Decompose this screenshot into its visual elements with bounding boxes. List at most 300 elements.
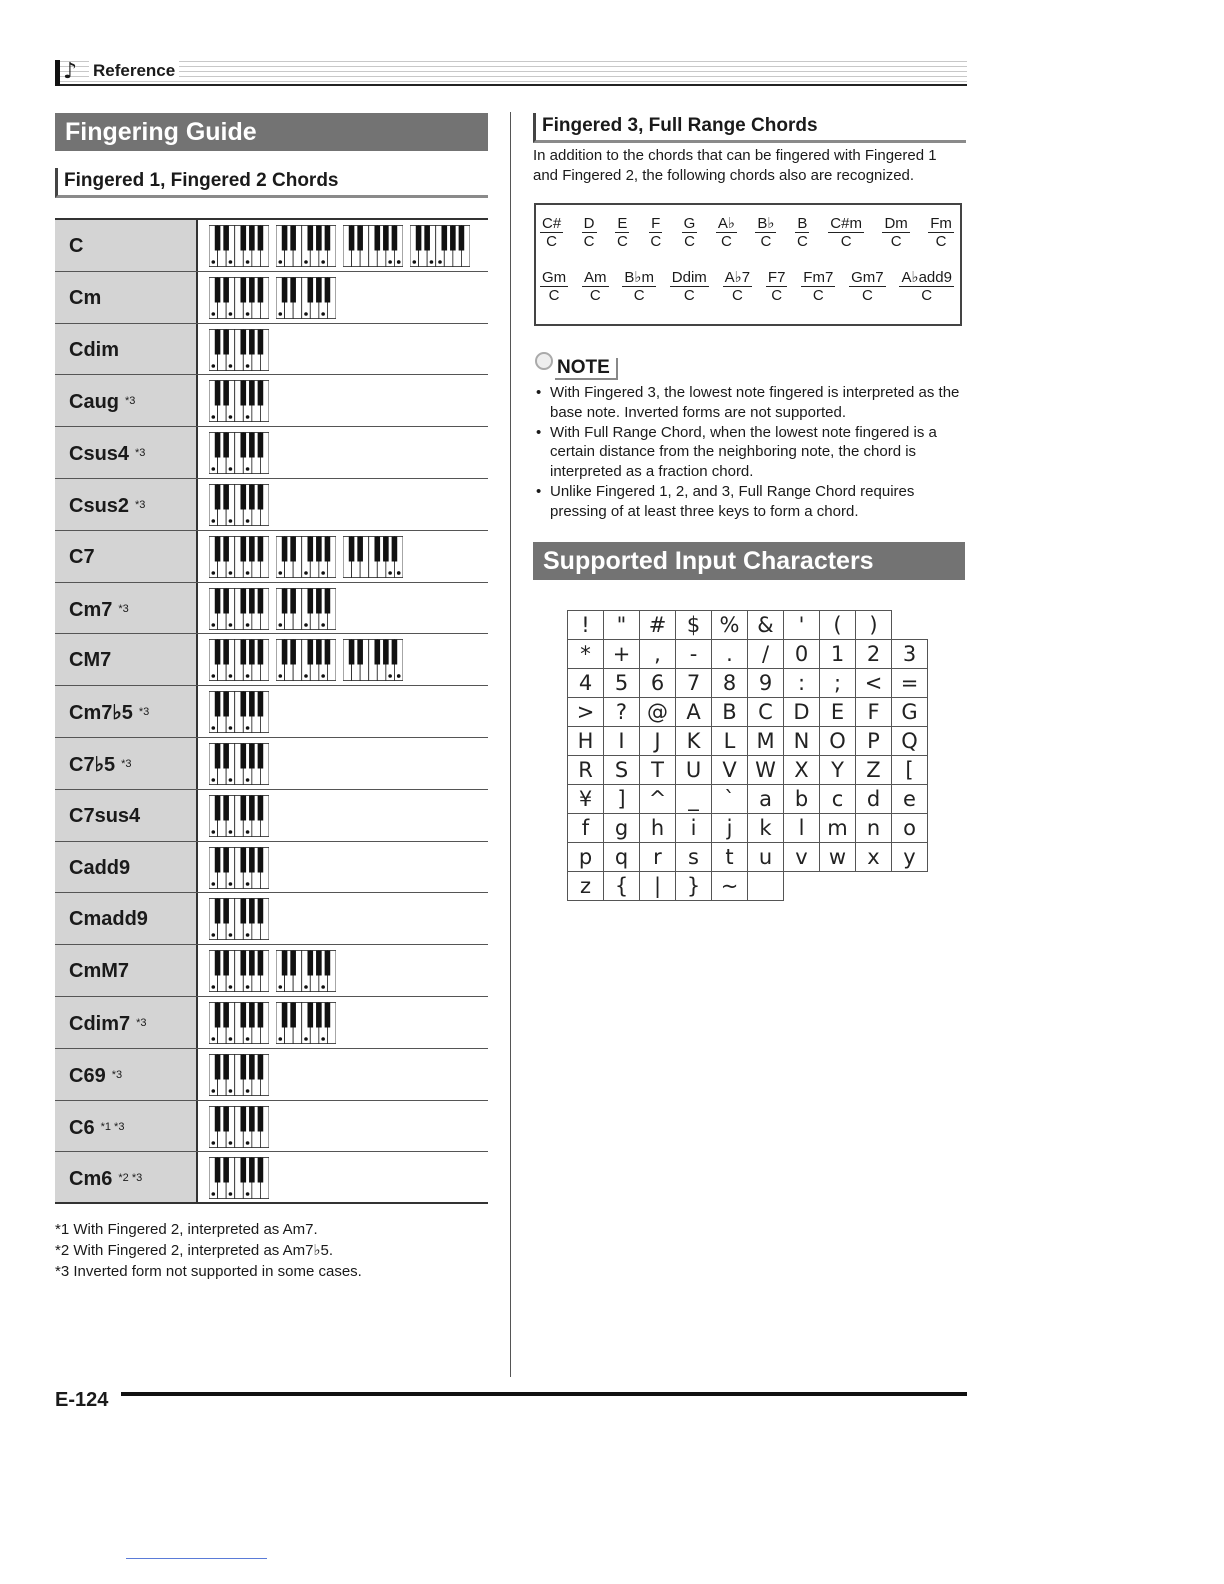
chord-diagrams: [209, 1002, 336, 1044]
character-cell: O: [820, 727, 856, 756]
chord-row: [55, 375, 488, 427]
chord-row: [55, 1049, 488, 1101]
character-cell: 8: [712, 669, 748, 698]
note-label-text: NOTE: [555, 358, 618, 380]
fraction-chord: [849, 269, 886, 304]
character-row: [568, 611, 928, 640]
intro-paragraph: In addition to the chords that can be fingered with Fingered 1 and Fingered 2, the following chords also are recognized.: [533, 147, 937, 184]
character-cell: *: [568, 640, 604, 669]
character-cell: o: [892, 814, 928, 843]
character-cell: G: [892, 698, 928, 727]
character-cell: h: [640, 814, 676, 843]
character-cell: a: [748, 785, 784, 814]
character-cell: n: [856, 814, 892, 843]
keyboard-diagram-icon: [343, 639, 403, 681]
character-cell: @: [640, 698, 676, 727]
chord-diagrams: [209, 795, 269, 837]
chord-row: [55, 324, 488, 376]
chord-diagrams: [209, 588, 336, 630]
fraction-numerator: Gm: [542, 269, 567, 286]
character-cell: M: [748, 727, 784, 756]
fraction-chord-box: [534, 203, 962, 326]
fraction-chord: [899, 269, 953, 304]
fraction-chord: [723, 269, 752, 304]
character-cell: %: [712, 611, 748, 640]
fraction-numerator: C#: [542, 215, 562, 232]
footnotes: [55, 1219, 362, 1282]
character-cell: [748, 872, 784, 901]
character-cell: 1: [820, 640, 856, 669]
note-label: [535, 352, 617, 380]
keyboard-diagram-icon: [209, 225, 269, 267]
fraction-denominator: C: [720, 233, 732, 250]
staff-line: [55, 76, 967, 77]
character-cell: /: [748, 640, 784, 669]
fraction-chord: [716, 215, 737, 250]
fraction-denominator: C: [683, 287, 695, 304]
character-cell: &: [748, 611, 784, 640]
chord-label: CM7: [69, 649, 112, 672]
keyboard-diagram-icon: [209, 950, 269, 992]
keyboard-diagram-icon: [209, 1157, 269, 1199]
character-cell: [892, 611, 928, 640]
fraction-denominator: C: [921, 287, 933, 304]
character-cell: C: [748, 698, 784, 727]
chord-footnote-ref: *3: [135, 498, 146, 511]
chord-footnote-ref: *3: [125, 395, 136, 408]
fraction-numerator: A♭7: [724, 269, 751, 286]
character-cell: e: [892, 785, 928, 814]
chord-name: [55, 893, 198, 944]
character-cell: A: [676, 698, 712, 727]
fraction-chord: [801, 269, 835, 304]
character-cell: ": [604, 611, 640, 640]
character-cell: j: [712, 814, 748, 843]
chord-label: C: [69, 235, 84, 257]
character-row: [568, 843, 928, 872]
chord-diagrams: [209, 277, 336, 319]
character-row: [568, 640, 928, 669]
chord-diagrams: [209, 432, 269, 474]
fraction-chord: [582, 215, 597, 250]
fraction-numerator: E: [617, 215, 628, 232]
chord-name: [55, 997, 198, 1048]
chord-row: [55, 997, 488, 1049]
fingering-guide-banner: Fingering Guide: [55, 113, 488, 151]
character-cell: V: [712, 756, 748, 785]
character-cell: H: [568, 727, 604, 756]
fingered-chords-subhead: Fingered 1, Fingered 2 Chords: [55, 168, 488, 198]
character-cell: v: [784, 843, 820, 872]
chord-footnote-ref: *3: [118, 602, 129, 615]
chord-table: [55, 218, 488, 1204]
keyboard-diagram-icon: [209, 795, 269, 837]
footer-rule: [121, 1392, 967, 1396]
character-cell: F: [856, 698, 892, 727]
keyboard-diagram-icon: [209, 847, 269, 889]
character-row: [568, 756, 928, 785]
fraction-denominator: C: [760, 233, 772, 250]
keyboard-diagram-icon: [209, 432, 269, 474]
fraction-chord: [540, 269, 568, 304]
fraction-chord: [766, 269, 788, 304]
keyboard-diagram-icon: [276, 950, 336, 992]
character-cell: Y: [820, 756, 856, 785]
character-cell: 3: [892, 640, 928, 669]
chord-label: Cdim7: [69, 1012, 131, 1035]
chord-label: Cdim: [69, 338, 119, 361]
character-cell: I: [604, 727, 640, 756]
character-cell: W: [748, 756, 784, 785]
character-cell: $: [676, 611, 712, 640]
character-cell: (: [820, 611, 856, 640]
fraction-numerator: B♭m: [624, 269, 654, 286]
fraction-chord: [928, 215, 954, 250]
character-cell: m: [820, 814, 856, 843]
character-grid: [567, 610, 928, 901]
fraction-numerator: Fm7: [803, 269, 834, 286]
character-cell: }: [676, 872, 712, 901]
keyboard-diagram-icon: [209, 588, 269, 630]
chord-row: [55, 427, 488, 479]
character-cell: `: [712, 785, 748, 814]
character-cell: ?: [604, 698, 640, 727]
chord-footnote-ref: *3: [135, 447, 146, 460]
fraction-numerator: C#m: [830, 215, 862, 232]
magnifier-icon: [535, 352, 553, 370]
character-cell: i: [676, 814, 712, 843]
chord-label: Caug: [69, 391, 119, 414]
fraction-denominator: C: [796, 233, 808, 250]
fraction-denominator: C: [589, 287, 601, 304]
chord-diagrams: [209, 484, 269, 526]
fraction-chord: [755, 215, 776, 250]
character-cell: ~: [712, 872, 748, 901]
fraction-chord: [882, 215, 909, 250]
chord-name: [55, 842, 198, 893]
chord-name: [55, 1152, 198, 1202]
character-cell: [784, 872, 820, 901]
page-number: E-124: [55, 1389, 109, 1411]
fraction-numerator: G: [683, 215, 696, 232]
character-row: [568, 785, 928, 814]
fraction-denominator: C: [861, 287, 873, 304]
character-cell: q: [604, 843, 640, 872]
character-cell: k: [748, 814, 784, 843]
character-cell: 6: [640, 669, 676, 698]
character-cell: ): [856, 611, 892, 640]
character-cell: l: [784, 814, 820, 843]
chord-label: Cm: [69, 286, 102, 309]
chord-name: [55, 1101, 198, 1152]
keyboard-diagram-icon: [410, 225, 470, 267]
chord-row: [55, 1101, 488, 1153]
character-cell: <: [856, 669, 892, 698]
character-cell: P: [856, 727, 892, 756]
section-title: Reference: [89, 61, 179, 81]
chord-diagrams: [209, 898, 269, 940]
fraction-denominator: C: [633, 287, 645, 304]
music-note-icon: ♪: [63, 59, 78, 84]
fraction-numerator: D: [583, 215, 595, 232]
keyboard-diagram-icon: [209, 639, 269, 681]
character-cell: :: [784, 669, 820, 698]
chord-diagrams: [209, 950, 336, 992]
fraction-denominator: C: [548, 287, 560, 304]
fraction-numerator: B: [797, 215, 808, 232]
character-cell: s: [676, 843, 712, 872]
character-cell: x: [856, 843, 892, 872]
fraction-row: [540, 215, 954, 250]
character-cell: R: [568, 756, 604, 785]
chord-label: C7sus4: [69, 804, 141, 827]
chord-label: C6: [69, 1116, 95, 1139]
chord-name: [55, 272, 198, 323]
chord-row: [55, 479, 488, 531]
chord-diagrams: [209, 639, 403, 681]
chord-row: [55, 893, 488, 945]
chord-footnote-ref: *1 *3: [100, 1120, 125, 1133]
keyboard-diagram-icon: [276, 639, 336, 681]
note-item: • Unlike Fingered 1, 2, and 3, Full Range Chord requires pressing of at least three keys to form a chord.: [536, 482, 966, 522]
character-cell: u: [748, 843, 784, 872]
chord-name: [55, 686, 198, 737]
chord-row: [55, 220, 488, 272]
character-row: [568, 727, 928, 756]
fraction-denominator: C: [684, 233, 695, 250]
chord-footnote-ref: *3: [111, 1068, 123, 1081]
chord-diagrams: [209, 380, 269, 422]
character-cell: ;: [820, 669, 856, 698]
character-cell: 4: [568, 669, 604, 698]
character-cell: c: [820, 785, 856, 814]
character-cell: .: [712, 640, 748, 669]
fraction-chord: [540, 215, 563, 250]
chord-label: Cmadd9: [69, 908, 148, 931]
staff-line: [55, 71, 967, 72]
character-cell: #: [640, 611, 676, 640]
character-cell: J: [640, 727, 676, 756]
keyboard-diagram-icon: [276, 1002, 336, 1044]
character-cell: ¥: [568, 785, 604, 814]
chord-diagrams: [209, 1106, 269, 1148]
character-cell: N: [784, 727, 820, 756]
character-cell: >: [568, 698, 604, 727]
fraction-denominator: C: [935, 233, 947, 250]
keyboard-diagram-icon: [276, 277, 336, 319]
character-cell: {: [604, 872, 640, 901]
chord-diagrams: [209, 1157, 269, 1199]
keyboard-diagram-icon: [209, 1106, 269, 1148]
keyboard-diagram-icon: [209, 380, 269, 422]
chord-label: C69: [69, 1064, 106, 1087]
keyboard-diagram-icon: [209, 898, 269, 940]
chord-label: Cm6: [69, 1168, 113, 1191]
chord-name: [55, 945, 198, 996]
chord-name: [55, 220, 198, 271]
chord-row: [55, 790, 488, 842]
fraction-denominator: C: [840, 233, 852, 250]
chord-row: [55, 272, 488, 324]
character-cell: =: [892, 669, 928, 698]
chord-row: [55, 738, 488, 790]
character-cell: K: [676, 727, 712, 756]
fraction-numerator: F: [651, 215, 661, 232]
note-list: [536, 383, 966, 522]
character-cell: 2: [856, 640, 892, 669]
chord-row: [55, 634, 488, 686]
character-cell: S: [604, 756, 640, 785]
chord-diagrams: [209, 743, 269, 785]
fraction-chord: [795, 215, 810, 250]
footnote: *2 With Fingered 2, interpreted as Am7♭5.: [55, 1242, 334, 1259]
chord-label: Cm7: [69, 598, 113, 621]
character-cell: t: [712, 843, 748, 872]
chord-label: Csus2: [69, 494, 130, 517]
fraction-denominator: C: [583, 233, 595, 250]
character-cell: Q: [892, 727, 928, 756]
chord-name: [55, 427, 198, 478]
header-bar: [55, 60, 60, 86]
character-cell: !: [568, 611, 604, 640]
note-item: • With Fingered 3, the lowest note fingered is interpreted as the base note. Inverted forms are not supported.: [536, 383, 966, 423]
character-row: [568, 814, 928, 843]
character-cell: ^: [640, 785, 676, 814]
fraction-numerator: A♭: [717, 215, 735, 232]
keyboard-diagram-icon: [209, 536, 269, 578]
character-row: [568, 669, 928, 698]
keyboard-diagram-icon: [209, 484, 269, 526]
character-cell: b: [784, 785, 820, 814]
character-cell: ,: [640, 640, 676, 669]
fraction-denominator: C: [890, 233, 902, 250]
chord-name: [55, 531, 198, 582]
character-cell: D: [784, 698, 820, 727]
character-cell: 9: [748, 669, 784, 698]
chord-footnote-ref: *3: [138, 706, 150, 719]
character-cell: +: [604, 640, 640, 669]
character-cell: [820, 872, 856, 901]
input-characters-banner: Supported Input Characters: [533, 542, 965, 580]
fraction-chord: [670, 269, 709, 304]
column-divider: [510, 112, 511, 1377]
chord-footnote-ref: *3: [136, 1016, 147, 1029]
character-cell: w: [820, 843, 856, 872]
chord-name: [55, 790, 198, 841]
note-item: • With Full Range Chord, when the lowest note fingered is a certain distance from the neighboring note, the chord is interpreted as a fraction chord.: [536, 423, 966, 482]
chord-diagrams: [209, 536, 403, 578]
staff-line: [55, 66, 967, 67]
character-cell: ]: [604, 785, 640, 814]
fraction-numerator: F7: [767, 269, 786, 286]
character-cell: [856, 872, 892, 901]
chord-row: [55, 686, 488, 738]
footnote: *3 Inverted form not supported in some cases.: [55, 1263, 362, 1280]
full-range-subhead: Fingered 3, Full Range Chords: [533, 113, 966, 143]
fraction-chord: [648, 215, 663, 250]
chord-name: [55, 1049, 198, 1100]
fraction-numerator: Ddim: [671, 269, 707, 286]
fraction-numerator: B♭: [757, 215, 775, 232]
chord-name: [55, 738, 198, 789]
chord-name: [55, 479, 198, 530]
link-underline: [126, 1558, 267, 1559]
keyboard-diagram-icon: [276, 588, 336, 630]
footnote: *1 With Fingered 2, interpreted as Am7.: [55, 1221, 318, 1238]
character-cell: U: [676, 756, 712, 785]
chord-name: [55, 634, 198, 685]
character-cell: 5: [604, 669, 640, 698]
chord-label: Csus4: [69, 443, 130, 466]
fraction-denominator: C: [812, 287, 824, 304]
fraction-denominator: C: [617, 233, 628, 250]
fraction-chord: [828, 215, 864, 250]
character-cell: [892, 872, 928, 901]
fraction-denominator: C: [731, 287, 743, 304]
page-header: [55, 58, 967, 86]
fraction-row: [540, 269, 954, 304]
chord-diagrams: [209, 225, 470, 267]
character-row: [568, 698, 928, 727]
chord-row: [55, 1152, 488, 1204]
chord-label: Cadd9: [69, 856, 131, 879]
character-row: [568, 872, 928, 901]
character-cell: E: [820, 698, 856, 727]
keyboard-diagram-icon: [343, 225, 403, 267]
fraction-numerator: Am: [584, 269, 607, 286]
chord-label: Cm7♭5: [69, 702, 133, 725]
keyboard-diagram-icon: [276, 536, 336, 578]
chord-name: [55, 375, 198, 426]
fraction-denominator: C: [546, 233, 558, 250]
keyboard-diagram-icon: [343, 536, 403, 578]
character-cell: p: [568, 843, 604, 872]
chord-name: [55, 583, 198, 634]
fraction-numerator: Fm: [930, 215, 952, 232]
fraction-numerator: A♭add9: [901, 269, 952, 286]
fraction-chord: [582, 269, 609, 304]
character-cell: z: [568, 872, 604, 901]
chord-row: [55, 531, 488, 583]
chord-row: [55, 842, 488, 894]
character-cell: [: [892, 756, 928, 785]
character-cell: 7: [676, 669, 712, 698]
chord-diagrams: [209, 847, 269, 889]
chord-label: CmM7: [69, 960, 130, 983]
fraction-chord: [622, 269, 656, 304]
character-cell: T: [640, 756, 676, 785]
chord-footnote-ref: *3: [121, 757, 132, 770]
character-cell: 0: [784, 640, 820, 669]
character-cell: B: [712, 698, 748, 727]
character-cell: d: [856, 785, 892, 814]
keyboard-diagram-icon: [209, 329, 269, 371]
fraction-chord: [615, 215, 630, 250]
staff-line: [55, 81, 967, 82]
keyboard-diagram-icon: [209, 277, 269, 319]
character-cell: ': [784, 611, 820, 640]
fraction-denominator: C: [771, 287, 783, 304]
character-cell: _: [676, 785, 712, 814]
keyboard-diagram-icon: [209, 1054, 269, 1096]
chord-name: [55, 324, 198, 375]
character-cell: r: [640, 843, 676, 872]
character-cell: Z: [856, 756, 892, 785]
chord-diagrams: [209, 1054, 269, 1096]
fraction-chord: [682, 215, 698, 250]
character-cell: -: [676, 640, 712, 669]
character-cell: f: [568, 814, 604, 843]
